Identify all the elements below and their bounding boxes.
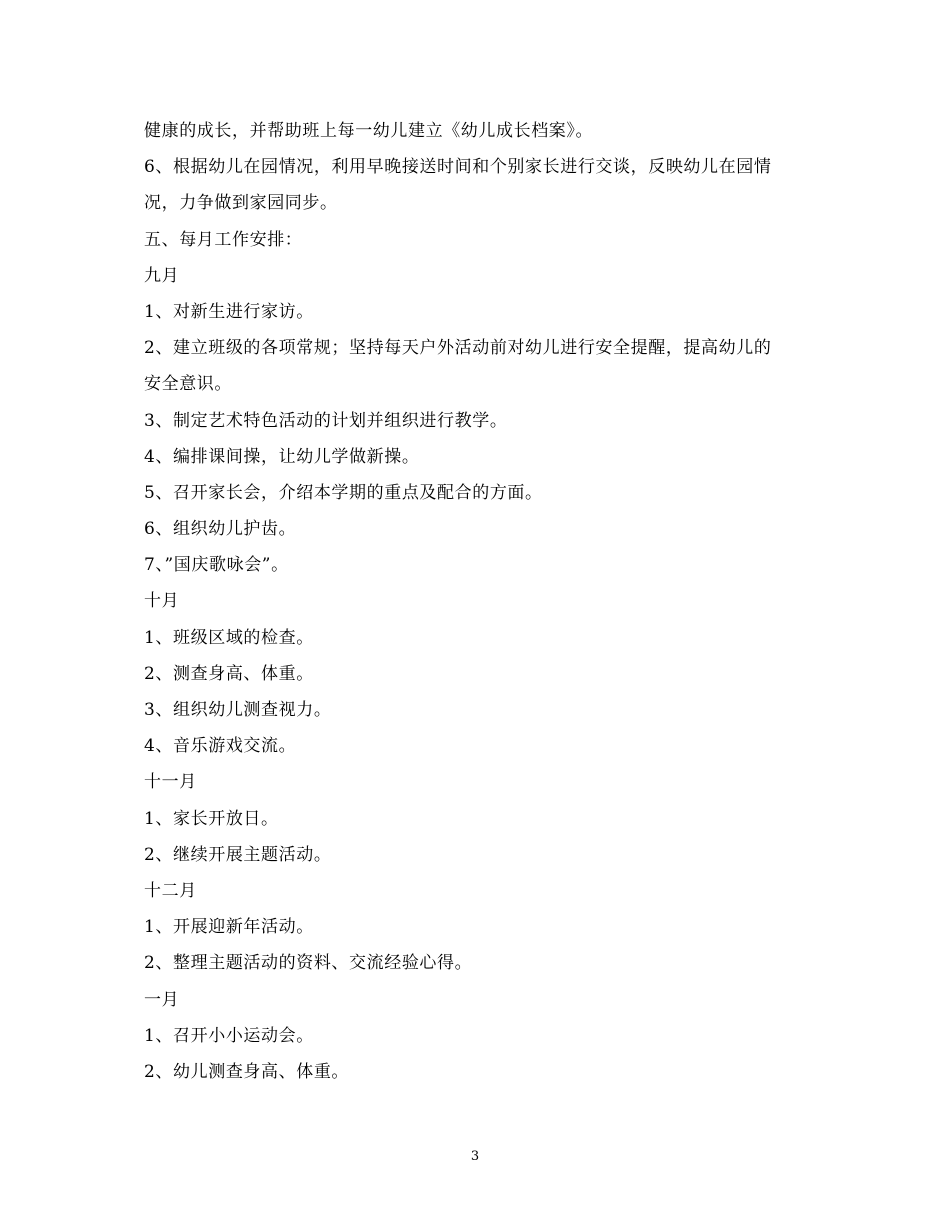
list-item: 1、召开小小运动会。 [144,1025,314,1046]
list-item: 3、制定艺术特色活动的计划并组织进行教学。 [144,410,508,431]
list-item: 2、建立班级的各项常规；坚持每天户外活动前对幼儿进行安全提醒，提高幼儿的 [144,338,772,359]
text-line: 6、根据幼儿在园情况，利用早晚接送时间和个别家长进行交谈，反映幼儿在园情 [144,157,772,178]
section-heading: 五、每月工作安排： [144,229,303,250]
month-heading: 一月 [144,989,180,1010]
list-item: 4、编排课间操，让幼儿学做新操。 [144,446,420,467]
list-item: 2、测查身高、体重。 [144,663,314,684]
list-item: 1、开展迎新年活动。 [144,917,314,938]
month-heading: 十一月 [144,772,197,793]
month-heading: 十二月 [144,880,197,901]
list-item: 5、召开家长会，介绍本学期的重点及配合的方面。 [144,482,543,503]
list-item: 2、继续开展主题活动。 [144,844,332,865]
page-number: 3 [470,1149,480,1164]
text-line: 安全意识。 [144,374,232,395]
list-item: 2、整理主题活动的资料、交流经验心得。 [144,953,473,974]
text-line: 健康的成长，并帮助班上每一幼儿建立《幼儿成长档案》。 [144,121,594,141]
list-item: 1、家长开放日。 [144,808,279,829]
list-item: 1、班级区域的检查。 [144,627,314,648]
list-item: 2、幼儿测查身高、体重。 [144,1061,350,1082]
month-heading: 九月 [144,265,180,286]
list-item: 1、对新生进行家访。 [144,301,314,322]
text-line: 况，力争做到家园同步。 [144,193,338,214]
list-item: 4、音乐游戏交流。 [144,736,297,757]
list-item: 3、组织幼儿测查视力。 [144,700,332,720]
list-item: 6、组织幼儿护齿。 [144,519,297,540]
document-body [144,113,824,1090]
month-heading: 十月 [144,591,180,612]
list-item: 7、”国庆歌咏会”。 [144,555,289,576]
